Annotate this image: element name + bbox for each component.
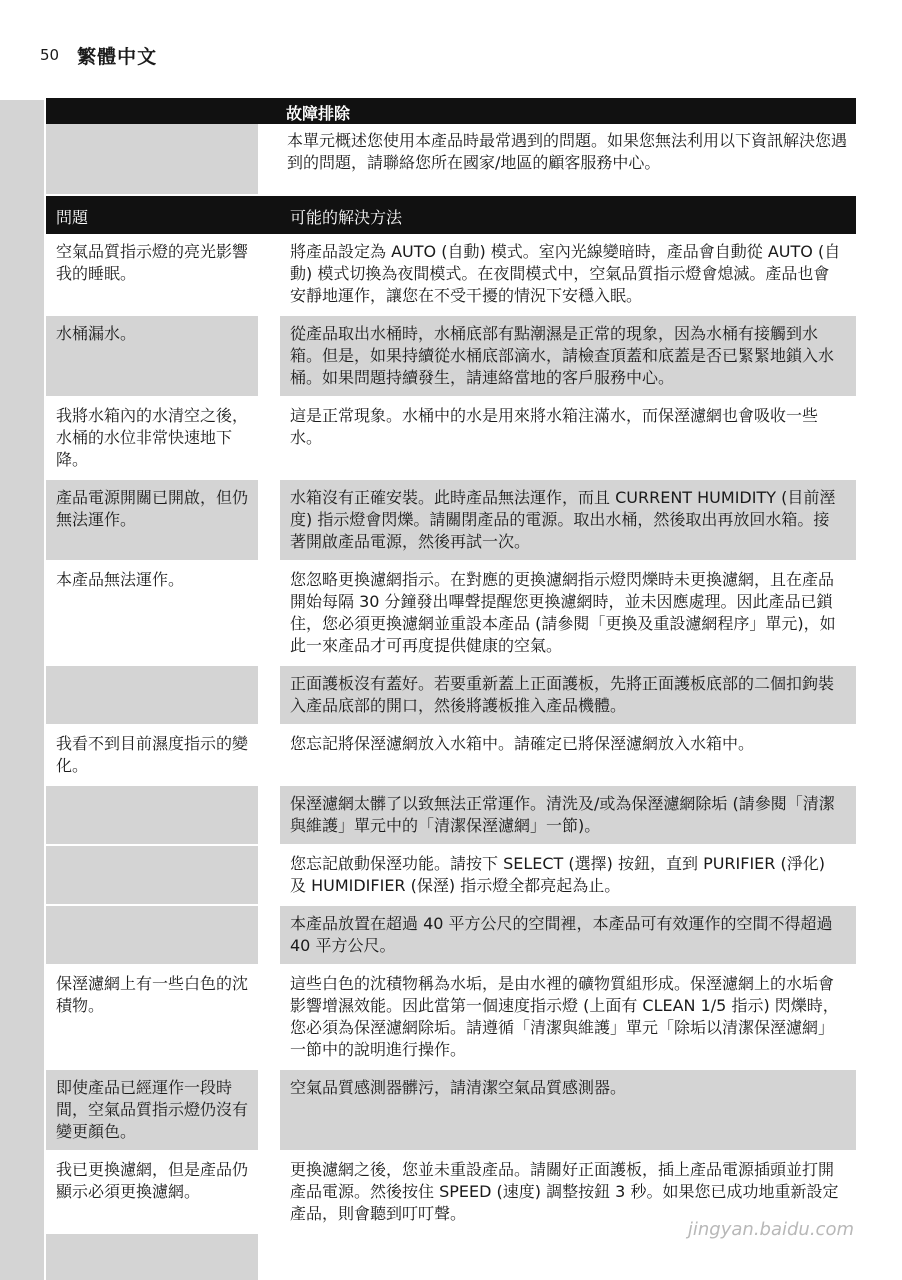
language-label: 繁體中文	[77, 45, 158, 68]
section-title-bar	[46, 98, 856, 124]
solution-cell: 這是正常現象。水桶中的水是用來將水箱注滿水，而保溼濾網也會吸收一些水。	[280, 398, 856, 478]
solution-cell: 您忽略更換濾網指示。在對應的更換濾網指示燈閃爍時未更換濾網，且在產品開始每隔 30 分鐘發出嗶聲提醒您更換濾網時，並未因應處理。因此產品已鎖住，您必須更換濾網並重設本產品 (請參閱「更換及重設濾網程序」單元)，如此一來產品才可再度提供健康的空氣。	[280, 562, 856, 664]
problem-cell: 保溼濾網上有一些白色的沈積物。	[46, 966, 258, 1068]
solution-cell: 這些白色的沈積物稱為水垢，是由水裡的礦物質組形成。保溼濾網上的水垢會影響增濕效能。因此當第一個速度指示燈 (上面有 CLEAN 1/5 指示) 閃爍時，您必須為保溼濾網除垢。請遵循「清潔與維護」單元「除垢以清潔保溼濾網」一節中的說明進行操作。	[280, 966, 856, 1068]
solution-cell: 本產品放置在超過 40 平方公尺的空間裡，本產品可有效運作的空間不得超過 40 平方公尺。	[280, 906, 856, 964]
section-intro: 本單元概述您使用本產品時最常遇到的問題。如果您無法利用以下資訊解決您遇到的問題，請聯絡您所在國家/地區的顧客服務中心。	[287, 131, 848, 172]
problem-cell: 水桶漏水。	[46, 316, 258, 396]
table-row	[46, 846, 856, 906]
table-row	[46, 1070, 856, 1152]
intro-side-block	[46, 124, 258, 194]
bottom-side-block	[46, 1234, 258, 1280]
column-header-problem: 問題	[56, 208, 89, 227]
problem-cell: 我已更換濾網，但是產品仍顯示必須更換濾網。	[46, 1152, 258, 1232]
problem-cell: 我看不到目前濕度指示的變化。	[46, 726, 258, 784]
solution-cell: 更換濾網之後，您並未重設產品。請關好正面護板，插上產品電源插頭並打開產品電源。然後按住 SPEED (速度) 調整按鈕 3 秒。如果您已成功地重新設定產品，則會聽到叮叮聲。	[280, 1152, 856, 1232]
solution-cell: 您忘記啟動保溼功能。請按下 SELECT (選擇) 按鈕，直到 PURIFIER (淨化) 及 HUMIDIFIER (保溼) 指示燈全都亮起為止。	[280, 846, 856, 904]
problem-cell: 我將水箱內的水清空之後，水桶的水位非常快速地下降。	[46, 398, 258, 478]
solution-cell: 空氣品質感測器髒污，請清潔空氣品質感測器。	[280, 1070, 856, 1150]
problem-cell	[46, 786, 258, 844]
page-number: 50	[40, 46, 60, 64]
table-row	[46, 726, 856, 786]
table-row	[46, 316, 856, 398]
solution-cell: 正面護板沒有蓋好。若要重新蓋上正面護板，先將正面護板底部的二個扣鉤裝入產品底部的開口，然後將護板推入產品機體。	[280, 666, 856, 724]
solution-cell: 您忘記將保溼濾網放入水箱中。請確定已將保溼濾網放入水箱中。	[280, 726, 856, 784]
problem-cell: 空氣品質指示燈的亮光影響我的睡眠。	[46, 234, 258, 314]
problem-cell: 本產品無法運作。	[46, 562, 258, 664]
table-header	[46, 196, 856, 234]
table-row	[46, 666, 856, 726]
problem-cell: 即使產品已經運作一段時間，空氣品質指示燈仍沒有變更顏色。	[46, 1070, 258, 1150]
table-row	[46, 398, 856, 480]
problem-cell	[46, 906, 258, 964]
problem-cell	[46, 846, 258, 904]
troubleshooting-table	[46, 196, 856, 1234]
solution-cell: 保溼濾網太髒了以致無法正常運作。清洗及/或為保溼濾網除垢 (請參閱「清潔與維護」單元中的「清潔保溼濾網」一節)。	[280, 786, 856, 844]
solution-cell: 水箱沒有正確安裝。此時產品無法運作，而且 CURRENT HUMIDITY (目前溼度) 指示燈會閃爍。請關閉產品的電源。取出水桶，然後取出再放回水箱。接著開啟產品電源，然後再試一次。	[280, 480, 856, 560]
table-row	[46, 480, 856, 562]
table-row	[46, 234, 856, 316]
table-row	[46, 906, 856, 966]
table-row	[46, 966, 856, 1070]
solution-cell: 將產品設定為 AUTO (自動) 模式。室內光線變暗時，產品會自動從 AUTO (自動) 模式切換為夜間模式。在夜間模式中，空氣品質指示燈會熄滅。產品也會安靜地運作，讓您在不受干擾的情況下安穩入眠。	[280, 234, 856, 314]
side-band	[0, 100, 44, 1280]
section-title: 故障排除	[286, 104, 351, 123]
problem-cell	[46, 666, 258, 724]
watermark-text: jingyan.baidu.com	[687, 1219, 854, 1240]
page-header	[40, 40, 157, 70]
solution-cell: 從產品取出水桶時，水桶底部有點潮濕是正常的現象，因為水桶有接觸到水箱。但是，如果持續從水桶底部滴水，請檢查頂蓋和底蓋是否已緊緊地鎖入水桶。如果問題持續發生，請連絡當地的客戶服務中心。	[280, 316, 856, 396]
table-row	[46, 562, 856, 666]
problem-cell: 產品電源開關已開啟，但仍無法運作。	[46, 480, 258, 560]
table-row	[46, 786, 856, 846]
column-header-solution: 可能的解決方法	[290, 208, 403, 227]
